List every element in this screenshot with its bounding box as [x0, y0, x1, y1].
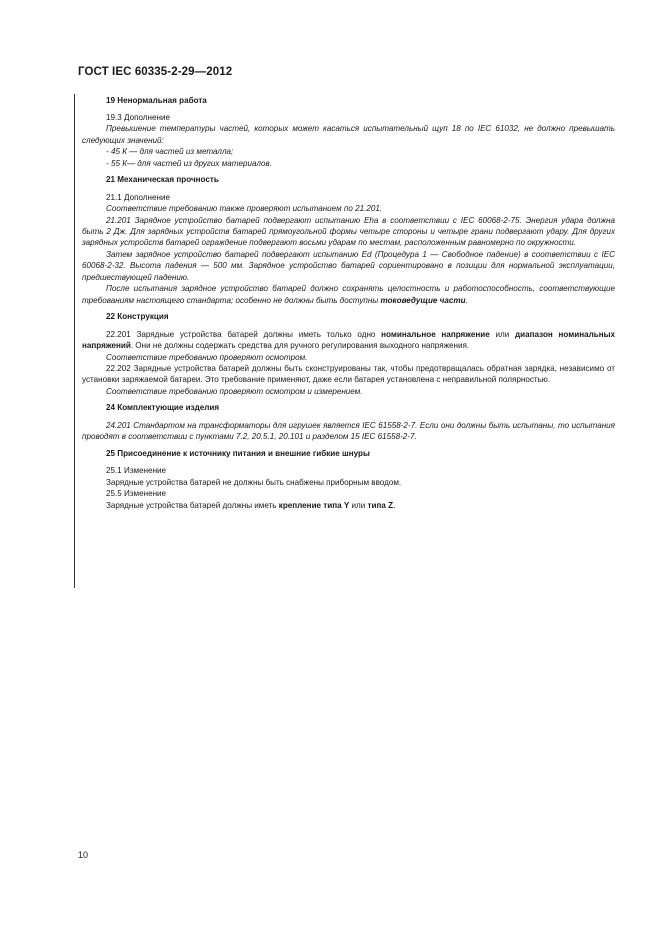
defined-term [381, 296, 466, 305]
paragraph-text: Соответствие требованию проверяют осмотром и измерением. [106, 386, 363, 396]
document-header: ГОСТ IEC 60335-2-29—2012 [78, 66, 233, 78]
paragraph-text: Соответствие требованию также проверяют испытанием по 21.201. [106, 204, 383, 214]
paragraph-text: Соответствие требованию проверяют осмотром. [106, 352, 308, 362]
paragraph-text: После испытания зарядное устройство батарей должно сохранять целостность и работоспособность, соответствующие требованиям настоящего стандарта; особенно не должны быть доступны [82, 284, 615, 305]
clause-25-5: 25.5 Изменение [106, 489, 167, 499]
paragraph [82, 203, 615, 214]
defined-term: диапазон номинальных напряжений [82, 329, 616, 351]
section-21-heading: 21 Механическая прочность [106, 175, 219, 185]
paragraph-text: или [349, 500, 368, 510]
clause-19-3: 19.3 Дополнение [106, 112, 170, 122]
paragraph-text: Зарядные устройства батарей должны иметь [106, 500, 279, 510]
page-number: 10 [78, 850, 89, 860]
paragraph [82, 329, 615, 352]
defined-term: типа Z [367, 500, 394, 510]
section-19-heading: 19 Ненормальная работа [106, 95, 207, 105]
section-25-heading: 25 Присоединение к источнику питания и внешние гибкие шнуры [106, 448, 370, 458]
change-bar [74, 94, 75, 588]
paragraph [82, 283, 615, 306]
defined-term: крепление типа Y [278, 500, 350, 510]
paragraph [82, 249, 615, 283]
page-content [82, 92, 615, 511]
list-item [82, 158, 615, 169]
paragraph-text: . [393, 500, 396, 510]
section-24-heading: 24 Комплектующие изделия [106, 403, 220, 413]
paragraph-text: или [489, 329, 516, 339]
paragraph-text: 24.201 Стандартом на трансформаторы для игрушек является IEC 61558-2-7. Если они должны быть испытаны, то испытания проводят в соответствии с пунктами 7.2, 20.5.1, 20.101 и разделом 15 IEC 61558-2-7. [82, 420, 615, 442]
section-22-heading: 22 Конструкция [106, 312, 169, 322]
paragraph [82, 352, 615, 363]
paragraph-text: 21.201 Зарядное устройство батарей подвергают испытанию Eha в соответствии с IEC 60068-2-75. Энергия удара должна быть 2 Дж. Для зарядных устройств батарей прямоугольной формы четыре стороны и четыре грани подвергают удару. Для других зарядных устройств батарей ограждение подвергают восьми ударам по местам, расположенным равномерно по окружности. [82, 215, 615, 248]
paragraph [82, 420, 615, 443]
paragraph [82, 500, 615, 511]
paragraph-text: Превышение температуры частей, которых может касаться испытательный щуп 18 по IEC 61032, не должно превышать следующих значений: [82, 124, 615, 145]
paragraph: Зарядные устройства батарей не должны быть снабжены приборным вводом. [106, 477, 402, 487]
paragraph-text: Затем зарядное устройство батарей подвергают испытанию Ed (Процедура 1 — Свободное падение) в соответствии с IEC 60068-2-32. Высота падения — 500 мм. Зарядное устройство батарей сориентировано в позиции для нормальной эксплуатации, предшествующей падению. [82, 249, 615, 282]
paragraph: 22.202 Зарядные устройства батарей должны быть сконструированы так, чтобы предотвращалась обратная зарядка, независимо от установки заряжаемой батареи. Это требование применяют, даже если батарея установлена с неправильной полярностью. [82, 364, 615, 385]
list-item-text: - 55 К— для частей из других материалов. [106, 158, 272, 168]
paragraph-text: . Они не должны содержать средства для ручного регулирования выходного напряжения. [130, 341, 470, 351]
list-item-text: - 45 К — для частей из металла; [106, 147, 234, 157]
paragraph [82, 215, 615, 249]
paragraph-text: 22.201 Зарядные устройства батарей должны иметь только одно [106, 329, 382, 339]
paragraph [82, 386, 615, 397]
paragraph-text: . [465, 295, 468, 305]
paragraph [82, 123, 615, 146]
clause-25-1: 25.1 Изменение [106, 466, 167, 476]
defined-term-text: токоведущие части [380, 295, 466, 305]
defined-term: номинальное напряжение [381, 329, 490, 339]
clause-21-1: 21.1 Дополнение [106, 192, 170, 202]
list-item [82, 146, 615, 157]
